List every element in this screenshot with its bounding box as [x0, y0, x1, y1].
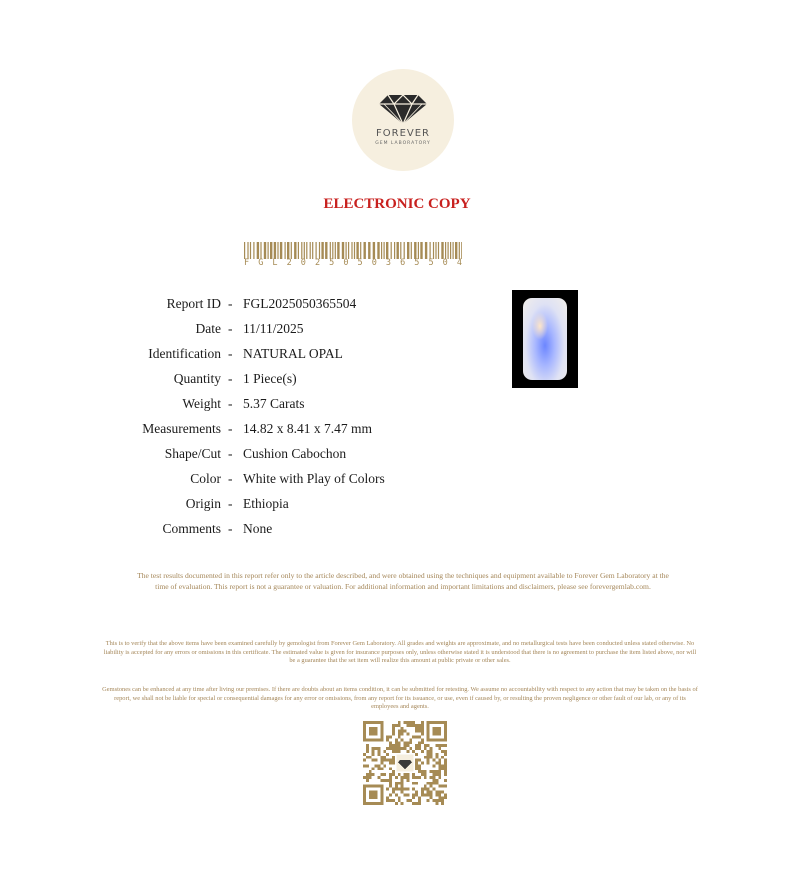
detail-separator: - — [228, 471, 233, 486]
barcode-bar — [373, 242, 375, 259]
barcode-bar — [407, 242, 409, 259]
detail-value: 5.37 Carats — [243, 396, 305, 411]
barcode-char: 0 — [300, 258, 306, 268]
detail-separator: - — [228, 446, 233, 461]
barcode-bar — [420, 242, 422, 259]
detail-label: Shape/Cut — [164, 446, 221, 461]
barcode-char: 0 — [371, 258, 377, 268]
detail-separator: - — [228, 496, 233, 511]
detail-label: Color — [190, 471, 221, 486]
barcode-bar — [298, 242, 299, 259]
barcode-bar — [325, 242, 327, 259]
barcode-bar — [268, 242, 269, 259]
detail-value: 1 Piece(s) — [243, 371, 297, 386]
barcode-bar — [306, 242, 307, 259]
detail-separator: - — [228, 346, 233, 361]
barcode-bar — [425, 242, 427, 259]
barcode-bar — [461, 242, 462, 259]
barcode-bar — [244, 242, 245, 259]
barcode-bar — [377, 242, 379, 259]
barcode-bar — [400, 242, 401, 259]
barcode-bar — [260, 242, 261, 259]
barcode-bar — [368, 242, 370, 259]
barcode-char: 5 — [329, 258, 335, 268]
barcode-bar — [346, 242, 347, 259]
barcode-char: 5 — [428, 258, 434, 268]
barcode-bar — [414, 242, 416, 259]
barcode-bar — [435, 242, 436, 259]
barcode-bar — [386, 242, 388, 259]
barcode-bar — [312, 242, 313, 259]
barcode-bar — [438, 242, 439, 259]
barcode-bar — [310, 242, 311, 259]
barcode-char: 2 — [286, 258, 292, 268]
barcode-bar — [257, 242, 259, 259]
detail-separator: - — [228, 421, 233, 436]
electronic-copy-banner: ELECTRONIC COPY — [323, 196, 471, 212]
detail-separator: - — [228, 396, 233, 411]
barcode-bar — [360, 242, 361, 259]
barcode-text — [244, 258, 462, 268]
barcode — [244, 242, 462, 259]
barcode-bar — [448, 242, 449, 259]
barcode-bar — [332, 242, 333, 259]
barcode-char: F — [244, 258, 250, 268]
barcode-bar — [342, 242, 344, 259]
detail-label: Date — [195, 321, 221, 336]
barcode-bar — [384, 242, 385, 259]
barcode-bar — [404, 242, 405, 259]
detail-label: Report ID — [166, 296, 221, 311]
detail-label: Comments — [162, 521, 221, 536]
barcode-bar — [450, 242, 451, 259]
detail-label: Measurements — [142, 421, 221, 436]
logo-brand: FOREVER — [376, 128, 430, 139]
detail-value: FGL2025050365504 — [243, 296, 357, 311]
barcode-bar — [351, 242, 352, 259]
detail-value: 14.82 x 8.41 x 7.47 mm — [243, 421, 373, 436]
detail-label: Weight — [182, 396, 221, 411]
barcode-bar — [430, 242, 431, 259]
barcode-bar — [285, 242, 286, 259]
barcode-bar — [253, 242, 254, 259]
detail-value: White with Play of Colors — [243, 471, 385, 486]
detail-separator: - — [228, 321, 233, 336]
barcode-bar — [330, 242, 331, 259]
barcode-char: 6 — [400, 258, 406, 268]
barcode-bar — [335, 242, 336, 259]
barcode-bar — [274, 242, 276, 259]
barcode-char: 0 — [343, 258, 349, 268]
detail-label: Origin — [185, 496, 221, 511]
detail-separator: - — [228, 521, 233, 536]
detail-value: None — [243, 521, 273, 536]
disclaimer-liability: Gemstones can be enhanced at any time after living our premises. If there are doubts about an items condition, it can be submitted for retesting. We assume no accountability with respect to any action that may be taken on the basis of report, we shall not be liable for special or consequential damages for any error or omissions, from any report for its issuance, or use, even if caused by, or resulting the proven negligence or other fault of our lab, or any of its employees and agents. — [102, 686, 698, 711]
barcode-bar — [397, 242, 399, 259]
barcode-bar — [277, 242, 278, 259]
barcode-bar — [270, 242, 272, 259]
barcode-bar — [394, 242, 395, 259]
detail-separator: - — [228, 296, 233, 311]
barcode-char: 4 — [456, 258, 462, 268]
barcode-bar — [453, 242, 454, 259]
barcode-bar — [291, 242, 292, 259]
barcode-bar — [316, 242, 317, 259]
barcode-bar — [247, 242, 248, 259]
logo-subtitle: GEM LABORATORY — [375, 141, 431, 146]
barcode-bar — [381, 242, 382, 259]
barcode-bar — [354, 242, 355, 259]
barcode-bar — [280, 242, 282, 259]
barcode-char: 2 — [314, 258, 321, 268]
barcode-bar — [418, 242, 419, 259]
barcode-bar — [433, 242, 434, 259]
barcode-bar — [301, 242, 302, 259]
detail-label: Identification — [148, 346, 221, 361]
gem-photo — [512, 290, 578, 388]
diamond-icon — [378, 93, 428, 125]
disclaimer-primary: The test results documented in this report refer only to the article described, and were obtained using the techniques and equipment available to Forever Gem Laboratory at the time of evaluation. This report is not a guarantee or valuation. For additional information and important limitations and disclaimers, please see forevergemlab.com. — [137, 571, 669, 591]
barcode-bar — [337, 242, 339, 259]
barcode-bar — [356, 242, 358, 259]
barcode-bar — [250, 242, 251, 259]
barcode-bar — [441, 242, 443, 259]
barcode-bar — [304, 242, 305, 259]
barcode-bar — [411, 242, 412, 259]
barcode-bar — [319, 242, 320, 259]
barcode-char: 5 — [357, 258, 363, 268]
logo — [352, 69, 454, 171]
detail-value: 11/11/2025 — [243, 321, 304, 336]
detail-value: NATURAL OPAL — [243, 346, 343, 361]
barcode-bar — [445, 242, 446, 259]
barcode-bar — [459, 242, 460, 259]
barcode-char: L — [272, 258, 278, 268]
qr-code[interactable] — [363, 721, 447, 805]
barcode-bar — [364, 242, 366, 259]
barcode-bar — [348, 242, 349, 259]
barcode-bar — [264, 242, 266, 259]
barcode-bar — [391, 242, 392, 259]
detail-value: Cushion Cabochon — [243, 446, 347, 461]
barcode-char: G — [258, 258, 264, 268]
detail-value: Ethiopia — [243, 496, 289, 511]
barcode-bar — [294, 242, 296, 259]
barcode-char: 5 — [414, 258, 420, 268]
barcode-bar — [287, 242, 289, 259]
disclaimer-verification: This is to verify that the above items have been examined carefully by gemologist from Forever Gem Laboratory. All grades and weights are approximate, and no metallurgical tests have been conducted unless stated otherwise. No liability is accepted for any errors or omissions in this certificate. The estimated value is given for insurance purposes only, unless otherwise stated it is understood that there is no agreement to purchase the item listed above, nor will be a guarantee that the set item will realize this amount at public private or other sales. — [103, 640, 697, 665]
barcode-bar — [455, 242, 457, 259]
barcode-char: 0 — [442, 258, 448, 268]
opal-stone — [523, 298, 567, 380]
detail-label: Quantity — [173, 371, 221, 386]
detail-separator: - — [228, 371, 233, 386]
barcode-char: 3 — [385, 258, 391, 268]
barcode-bar — [321, 242, 323, 259]
